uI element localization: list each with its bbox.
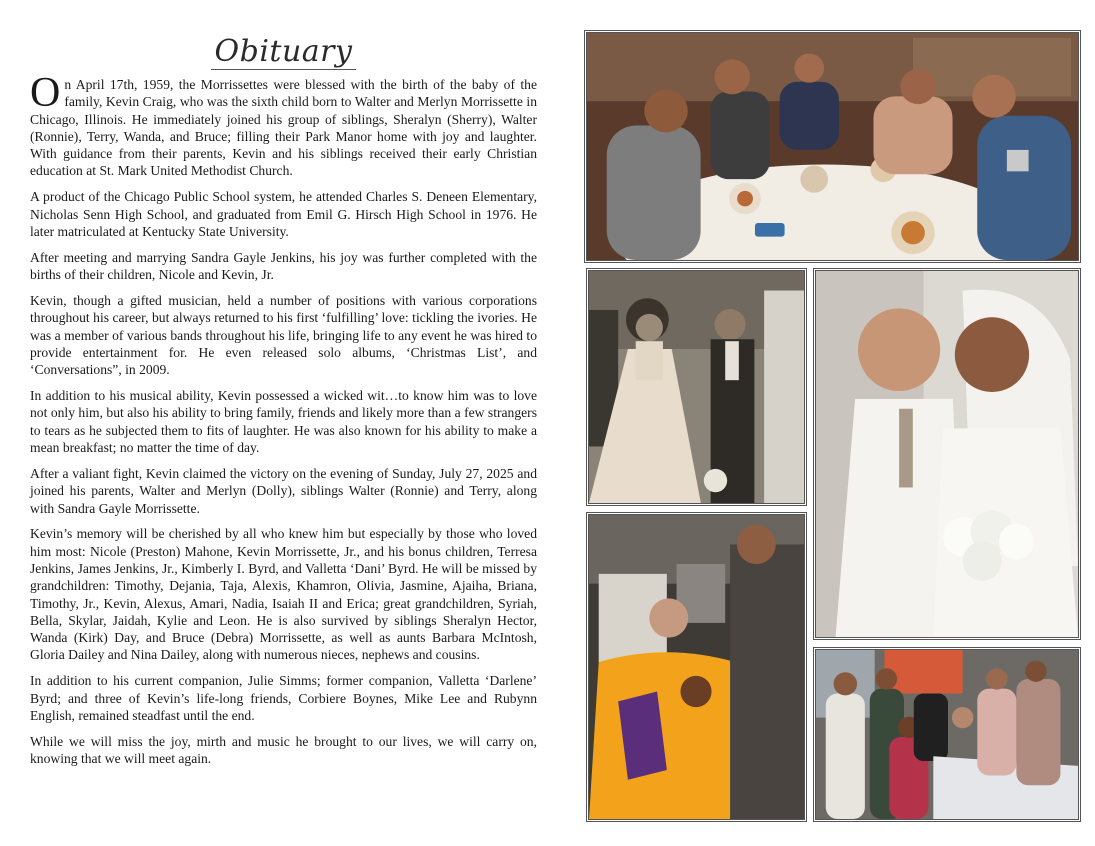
photo-childhood-sepia-image (589, 271, 804, 503)
photo-family-dinner (584, 30, 1081, 263)
paragraph-survivors: Kevin’s memory will be cherished by all who knew him but especially by those who loved him most: Nicole (Preston) Mahone, Kevin Morrissette, Jr., and his bonus children, Terresa Jenkins, James Jenkins, Jr., Kimberly I. Byrd, and Valletta ‘Dani’ Byrd. He will be missed by grandchildren: Timothy, Dejania, Taja, Alexis, Khamron, Olivia, Jasmine, Ajaiha, Briana, Timothy, Jr., Kevin, Alexus, Amari, Nadia, Isaiah II and Erica; great grandchildren, Syriah, Bella, Skylar, Jaidah, Kylie and Leon. He is also survived by siblings Sheralyn Hector, Wanda (Kirk) Day, and Bruce (Debra) Morrissette, as well as aunts Barbara McIntosh, Gloria Dailey and Nina Dailey, along with numerous nieces, nephews and cousins. (30, 526, 537, 663)
paragraph-marriage: After meeting and marrying Sandra Gayle Jenkins, his joy was further completed with the births of their children, Nicole and Kevin, Jr. (30, 249, 537, 283)
photo-barber-jersey-image (589, 515, 804, 819)
paragraph-education: A product of the Chicago Public School system, he attended Charles S. Deneen Elementary, Nicholas Senn High School, and graduated from Emil G. Hirsch High School in 1976. He later matriculated at Kentucky State University. (30, 189, 537, 239)
obituary-title: Obituary (30, 34, 537, 70)
photo-childhood-sepia (586, 268, 807, 506)
photo-barber-jersey (586, 512, 807, 822)
paragraph-music: Kevin, though a gifted musician, held a number of positions with various corporations throughout his career, but always returned to his first ‘fulfilling’ love: tickling the ivories. He was a member of various bands throughout his life, bringing life to any event he was hired to provide entertainment for. He even released solo albums, ‘Christmas List’, and ‘Conversations”, in 2009. (30, 293, 537, 378)
photo-hospital-family (813, 647, 1081, 822)
paragraph-passing: After a valiant fight, Kevin claimed the victory on the evening of Sunday, July 27, 2025 and joined his parents, Walter and Merlyn (Dolly), siblings Walter (Ronnie) and Terry, along with Sandra Gayle Morrissette. (30, 465, 537, 516)
drop-cap: O (30, 70, 61, 116)
photo-family-dinner-image (587, 33, 1078, 260)
photo-hospital-family-image (816, 650, 1078, 819)
photo-wedding (813, 268, 1081, 640)
paragraph-closing: While we will miss the joy, mirth and music he brought to our lives, we will carry on, knowing that we will meet again. (30, 733, 537, 767)
photo-wedding-image (816, 271, 1078, 637)
paragraph-birth: On April 17th, 1959, the Morrissettes were blessed with the birth of the baby of the family, Kevin Craig, who was the sixth child born to Walter and Merlyn Morrissette in Chicago, Illinois. He immediately joined his group of siblings, Sheralyn (Sherry), Walter (Ronnie), Terry, Wanda, and Bruce; filling their Park Manor home with joy and laughter. With guidance from their parents, Kevin and his siblings received their early Christian education at St. Mark United Methodist Church. (30, 70, 537, 179)
obituary-text-column (30, 34, 537, 776)
paragraph-friends: In addition to his current companion, Julie Simms; former companion, Valletta ‘Darlene’ Byrd; and three of Kevin’s life-long friends, Corbiere Boynes, Mike Lee and Rubynn English, remained steadfast until the end. (30, 673, 537, 723)
paragraph-wit: In addition to his musical ability, Kevin possessed a wicked wit…to know him was to love not only him, but also his ability to bring family, friends and likely more than a few strangers to tears as he subjected them to fits of laughter. He was also known for his ability to make a mean breakfast; no matter the time of day. (30, 388, 537, 456)
